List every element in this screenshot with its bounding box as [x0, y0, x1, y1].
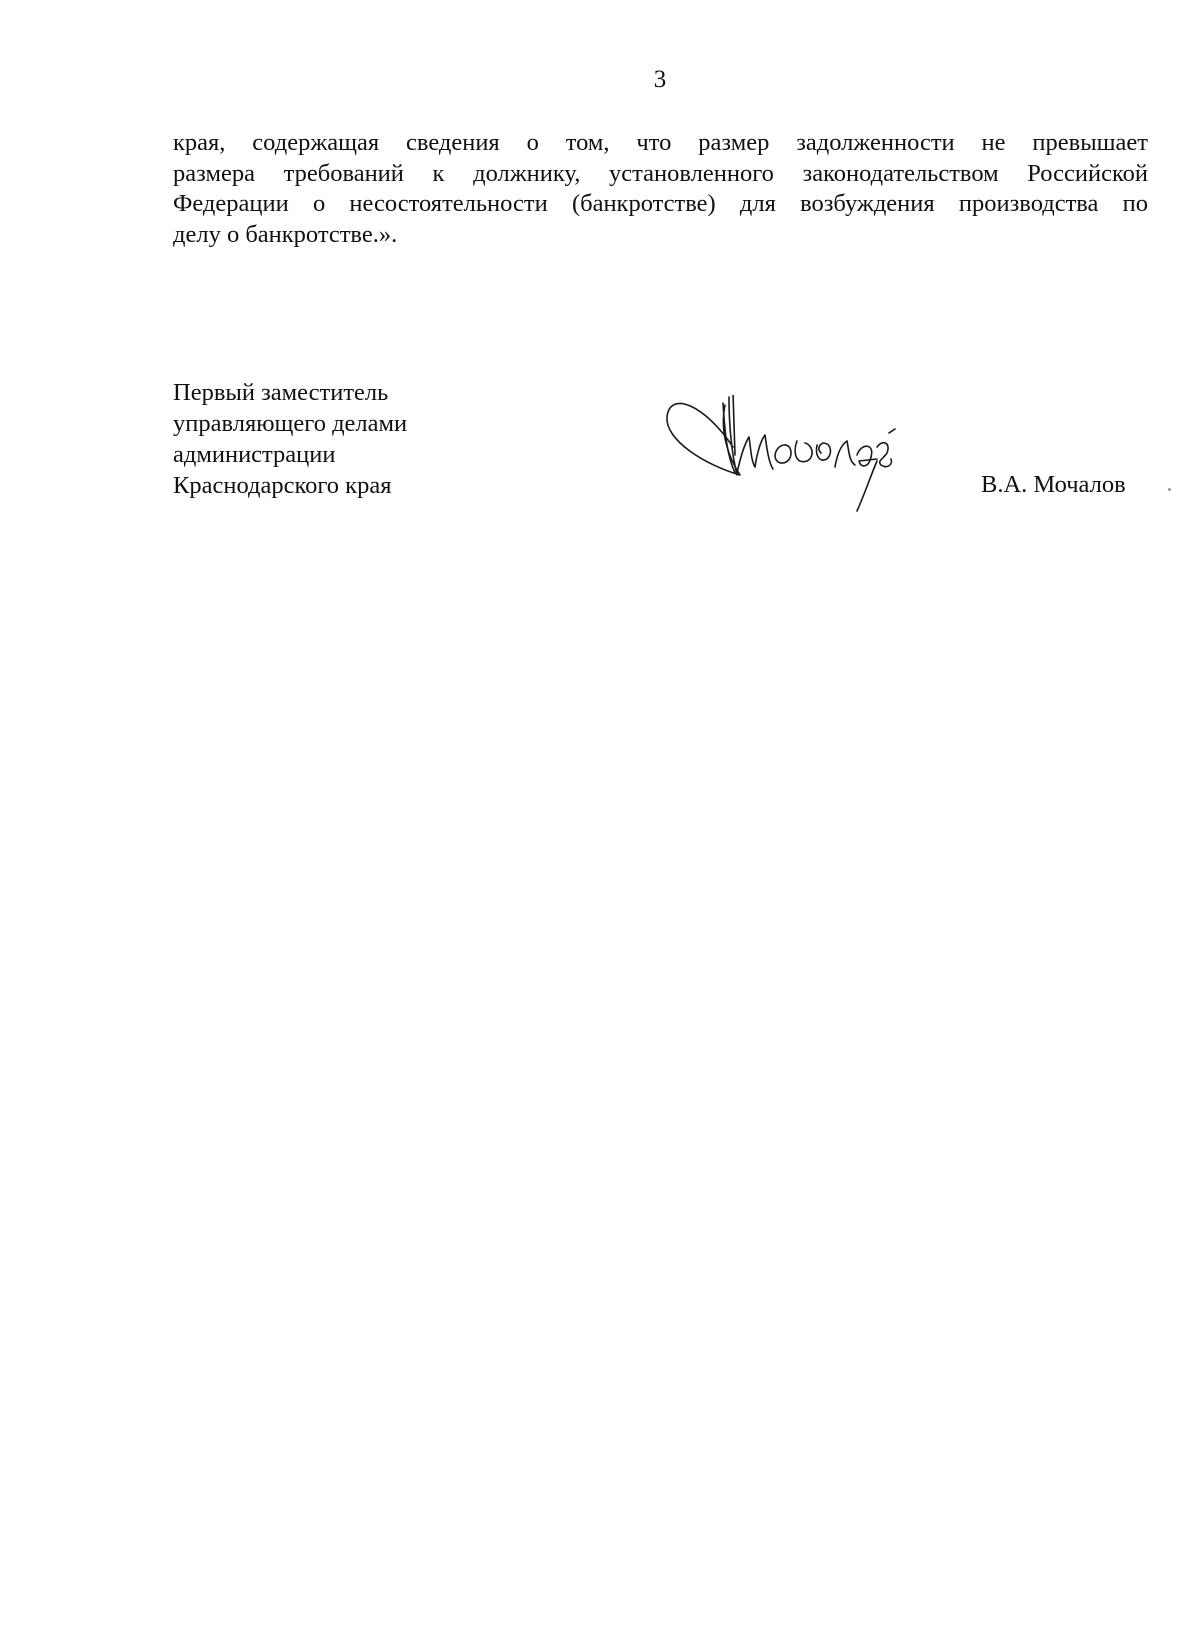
body-line: делу о банкротстве.». [173, 220, 398, 248]
signer-name: В.А. Мочалов [981, 471, 1126, 498]
signatory-position [173, 377, 533, 501]
body-line: Федерации о несостоятельности (банкротстве) для возбуждения производства по [173, 190, 1148, 217]
position-line: Первый заместитель [173, 379, 389, 406]
position-line: управляющего делами [173, 410, 408, 437]
handwritten-signature [665, 395, 935, 530]
position-line: администрации [173, 441, 336, 468]
position-line: Краснодарского края [173, 472, 392, 499]
body-line: края, содержащая сведения о том, что размер задолженности не превышает [173, 129, 1148, 156]
page-number: 3 [653, 66, 667, 93]
scan-speck [1168, 488, 1171, 491]
body-paragraph [173, 128, 1148, 250]
body-line: размера требований к должнику, установленного законодательством Российской [173, 159, 1148, 187]
